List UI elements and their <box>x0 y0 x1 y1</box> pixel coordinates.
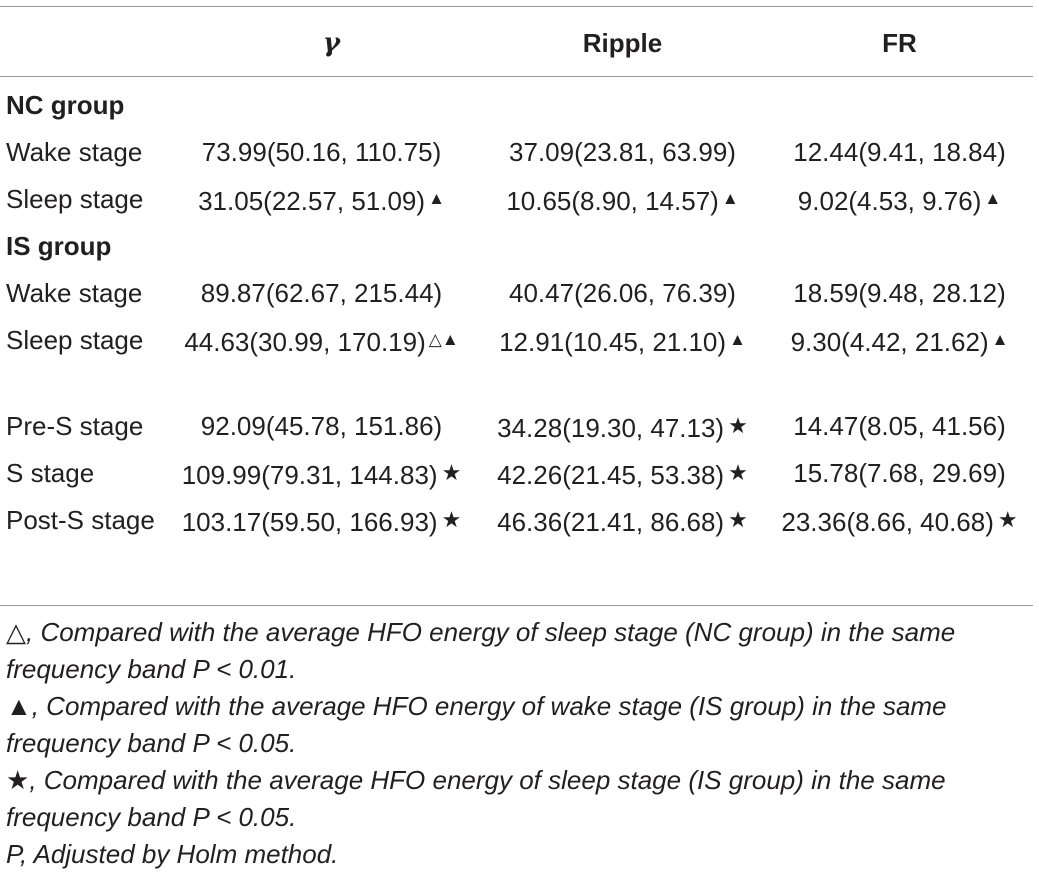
header-ripple: Ripple <box>582 27 663 58</box>
table-row <box>0 274 1033 321</box>
open-triangle-icon: △ <box>6 617 26 647</box>
table-bottom-rule <box>0 605 1033 606</box>
cell-fr: 15.78(7.68, 29.69) <box>793 458 1006 488</box>
cell-ripple: 40.47(26.06, 76.39) <box>509 278 736 308</box>
footnote-star: ★, Compared with the average HFO energy of sleep stage (IS group) in the same frequency band P < 0.05. <box>6 765 946 832</box>
table-top-rule <box>0 6 1033 7</box>
row-label: Post-S stage <box>6 505 155 535</box>
group-row-nc <box>0 74 1033 133</box>
footnote-open-triangle: △, Compared with the average HFO energy of sleep stage (NC group) in the same frequency band P < 0.01. <box>6 617 956 684</box>
cell-ripple: 34.28(19.30, 47.13) ★ <box>497 413 748 443</box>
table-footnotes <box>6 614 1034 873</box>
row-label: Sleep stage <box>6 184 144 214</box>
star-mark: ★ <box>728 460 748 485</box>
table-row <box>0 321 1033 407</box>
footnote-p-adjust: P, Adjusted by Holm method. <box>6 839 339 869</box>
group-label-is: IS group <box>6 231 112 261</box>
row-label: Pre-S stage <box>6 411 144 441</box>
cell-gamma: 92.09(45.78, 151.86) <box>200 411 443 441</box>
row-label: Sleep stage <box>6 325 144 355</box>
triangle-mark: ▲ <box>991 330 1009 349</box>
cell-gamma: 31.05(22.57, 51.09) ▲ <box>198 186 445 216</box>
triangle-mark: △▲ <box>428 330 459 349</box>
header-fr: FR <box>882 27 917 58</box>
cell-gamma: 44.63(30.99, 170.19) △▲ <box>184 327 459 357</box>
group-label-nc: NC group <box>6 90 125 120</box>
hfo-energy-table <box>0 12 1033 587</box>
row-label: S stage <box>6 458 95 488</box>
row-label: Wake stage <box>6 137 143 167</box>
cell-ripple: 37.09(23.81, 63.99) <box>509 137 736 167</box>
cell-gamma: 73.99(50.16, 110.75) <box>201 137 442 167</box>
cell-ripple: 10.65(8.90, 14.57) ▲ <box>506 186 739 216</box>
cell-fr: 23.36(8.66, 40.68) ★ <box>781 507 1018 537</box>
header-blank <box>0 12 164 74</box>
table-row <box>0 407 1033 454</box>
row-label: Wake stage <box>6 278 143 308</box>
star-mark: ★ <box>728 507 748 532</box>
header-gamma: γ <box>322 28 341 58</box>
cell-fr: 18.59(9.48, 28.12) <box>793 278 1006 308</box>
cell-fr: 9.02(4.53, 9.76) ▲ <box>797 186 1002 216</box>
cell-fr: 14.47(8.05, 41.56) <box>793 411 1006 441</box>
table-row <box>0 180 1033 227</box>
star-mark: ★ <box>997 507 1018 532</box>
table-row <box>0 454 1033 501</box>
cell-gamma: 89.87(62.67, 215.44) <box>200 278 443 308</box>
cell-ripple: 12.91(10.45, 21.10) ▲ <box>499 327 746 357</box>
cell-gamma: 103.17(59.50, 166.93) ★ <box>181 507 462 537</box>
triangle-mark: ▲ <box>428 189 445 208</box>
filled-triangle-icon: ▲ <box>6 691 32 721</box>
group-row-is <box>0 227 1033 274</box>
star-mark: ★ <box>441 460 462 485</box>
triangle-mark: ▲ <box>729 330 746 349</box>
cell-gamma: 109.99(79.31, 144.83) ★ <box>181 460 462 490</box>
cell-fr: 12.44(9.41, 18.84) <box>793 137 1006 167</box>
table-row <box>0 501 1033 587</box>
cell-fr: 9.30(4.42, 21.62) ▲ <box>790 327 1009 357</box>
star-icon: ★ <box>6 765 30 795</box>
table-row <box>0 133 1033 180</box>
footnote-filled-triangle: ▲, Compared with the average HFO energy of wake stage (IS group) in the same frequency band P < 0.05. <box>6 691 947 758</box>
star-mark: ★ <box>728 413 748 438</box>
cell-ripple: 42.26(21.45, 53.38) ★ <box>497 460 748 490</box>
cell-ripple: 46.36(21.41, 86.68) ★ <box>497 507 748 537</box>
table-header-row <box>0 12 1033 74</box>
star-mark: ★ <box>441 507 462 532</box>
triangle-mark: ▲ <box>984 189 1002 208</box>
triangle-mark: ▲ <box>721 189 739 208</box>
